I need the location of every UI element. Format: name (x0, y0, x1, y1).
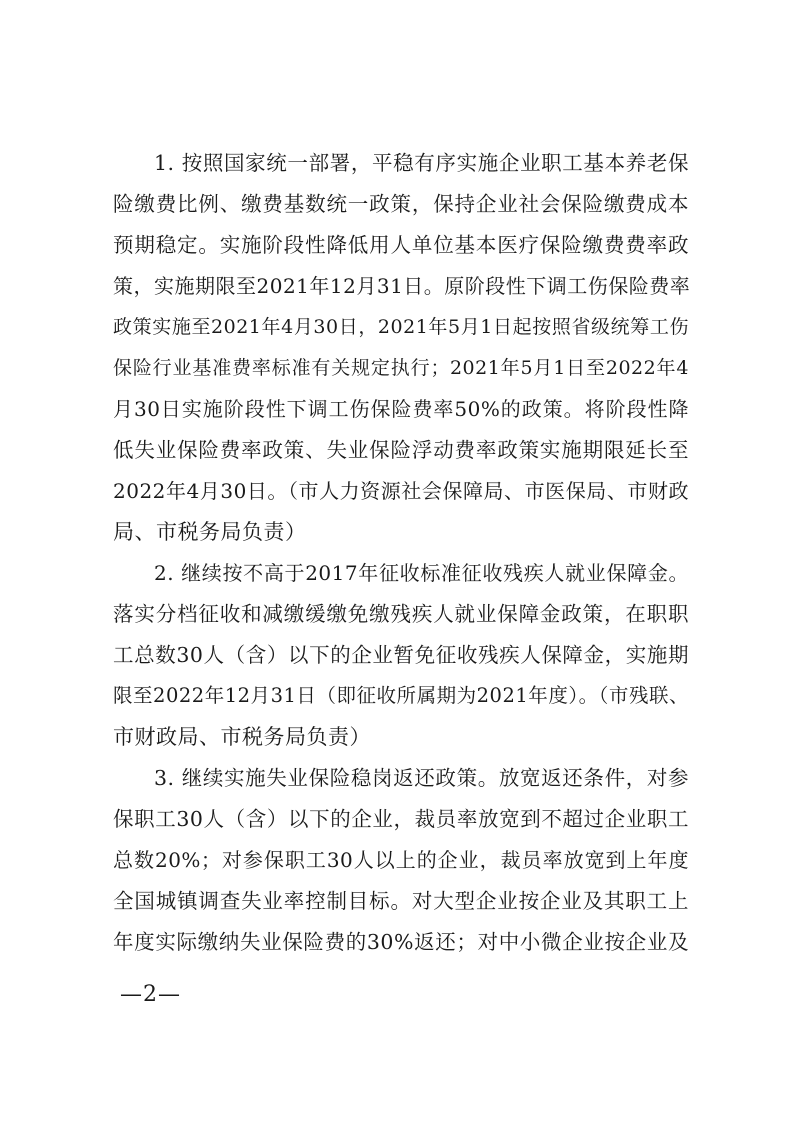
paragraph-2-line-2: 落实分档征收和减缴缓缴免缴残疾人就业保障金政策，在职职 (113, 602, 689, 626)
paragraph-1-line-1: 1. 按照国家统一部署，平稳有序实施企业职工基本养老保 (154, 151, 689, 175)
paragraph-1-line-3: 预期稳定。实施阶段性降低用人单位基本医疗保险缴费费率政 (113, 233, 689, 257)
paragraph-1-line-2: 险缴费比例、缴费基数统一政策，保持企业社会保险缴费成本 (113, 192, 689, 216)
paragraph-3-line-1: 3. 继续实施失业保险稳岗返还政策。放宽返还条件，对参 (154, 766, 689, 790)
paragraph-3-line-5: 年度实际缴纳失业保险费的30%返还；对中小微企业按企业及 (113, 930, 689, 954)
paragraph-2-line-3: 工总数30人（含）以下的企业暂免征收残疾人保障金，实施期 (113, 643, 689, 667)
paragraph-1-line-5: 政策实施至2021年4月30日，2021年5月1日起按照省级统筹工伤 (113, 316, 689, 338)
paragraph-2-line-4: 限至2022年12月31日（即征收所属期为2021年度）。（市残联、 (113, 684, 689, 707)
paragraph-3-line-2: 保职工30人（含）以下的企业，裁员率放宽到不超过企业职工 (113, 807, 689, 831)
paragraph-1-line-6: 保险行业基准费率标准有关规定执行；2021年5月1日至2022年4 (113, 357, 689, 379)
paragraph-1-line-10: 局、市税务局负责） (113, 520, 307, 544)
paragraph-1-line-7: 月30日实施阶段性下调工伤保险费率50%的政策。将阶段性降 (113, 397, 689, 421)
paragraph-3-line-3: 总数20%；对参保职工30人以上的企业，裁员率放宽到上年度 (113, 848, 689, 872)
paragraph-2-line-5: 市财政局、市税务局负责） (113, 725, 371, 749)
paragraph-1-line-4: 策，实施期限至2021年12月31日。原阶段性下调工伤保险费率 (113, 274, 691, 298)
paragraph-1-line-8: 低失业保险费率政策、失业保险浮动费率政策实施期限延长至 (113, 438, 689, 462)
paragraph-2-line-1: 2. 继续按不高于2017年征收标准征收残疾人就业保障金。 (154, 561, 689, 585)
paragraph-1-line-9: 2022年4月30日。（市人力资源社会保障局、市医保局、市财政 (113, 479, 689, 503)
page-number: —2— (120, 982, 181, 1007)
paragraph-3-line-4: 全国城镇调查失业率控制目标。对大型企业按企业及其职工上 (113, 889, 689, 913)
